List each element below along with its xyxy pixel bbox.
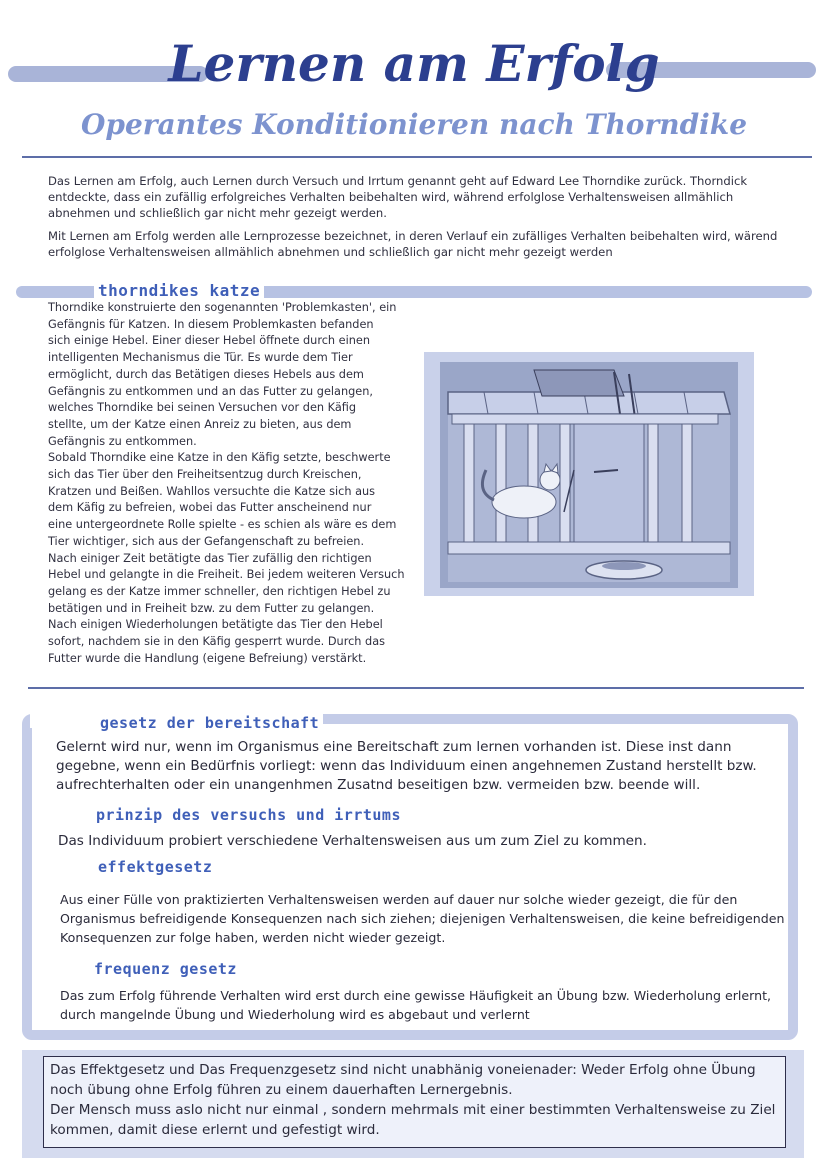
text-line: Der Mensch muss aslo nicht nur einmal , sondern mehrmals mit einer bestimmten Verhaltensweise zu Ziel xyxy=(50,1102,776,1118)
intro-section xyxy=(48,173,788,260)
text-line: gegebne, wenn ein Bedürfnis vorliegt: wenn das Individuum einen angehnemen Zustand herstellt bzw. xyxy=(56,758,757,774)
text-line: durch mangelnde Übung und Wiederholung wird es abgebaut und verlernt xyxy=(60,1007,530,1022)
law-effekt-text xyxy=(60,890,790,947)
text-line: Nach einigen Wiederholungen betätigte das Tier den Hebel xyxy=(48,618,383,632)
text-line: Gelernt wird nur, wenn im Organismus eine Bereitschaft zum lernen vorhanden ist. Diese inst dann xyxy=(56,739,732,755)
intro-paragraph-1: Das Lernen am Erfolg, auch Lernen durch Versuch und Irrtum genannt geht auf Edward Lee Thorndike zurück. Thorndick entdeckte, dass ein zufällig erfolgreiches Verhalten beibehalten wird, während erfolglose Verhaltensweisen allmählich abnehmen und schließlich gar nicht mehr gezeigt werden. xyxy=(48,174,748,220)
intro-paragraph-2: Mit Lernen am Erfolg werden alle Lernprozesse bezeichnet, in deren Verlauf ein zufälliges Verhalten beibehalten wird, wärend erfolglose Verhaltensweisen allmählich abnehmen und schließlich gar nicht mehr gezeigt werden xyxy=(48,229,778,259)
text-line: ermöglicht, durch das Betätigen dieses Hebels aus dem xyxy=(48,367,364,381)
text-line: Aus einer Fülle von praktizierten Verhaltensweisen werden auf dauer nur solche wieder gezeigt, die für den xyxy=(60,892,738,907)
text-line: eine untergeordnete Rolle spielte - es schien als wäre es dem xyxy=(48,518,397,532)
text-line: dem Käfig zu befreien, wobei das Futter anscheinend nur xyxy=(48,501,372,515)
text-line: sich einige Hebel. Einer dieser Hebel öffnete durch einen xyxy=(48,334,371,348)
text-line: Gefängnis zu entkommen. xyxy=(48,434,197,448)
header-divider xyxy=(22,156,812,158)
text-line: gelang es der Katze immer schneller, den richtigen Hebel zu xyxy=(48,584,391,598)
katze-text xyxy=(48,300,418,667)
law-bereitschaft-text xyxy=(56,738,786,795)
text-line: Thorndike konstruierte den sogenannten 'Problemkasten', ein xyxy=(48,301,397,314)
law-versuch-text: Das Individuum probiert verschiedene Verhaltensweisen aus um zum Ziel zu kommen. xyxy=(58,833,647,849)
text-line: Futter wurde die Handlung (eigene Befreiung) verstärkt. xyxy=(48,651,367,665)
text-line: kommen, damit diese erlernt und gefestigt wird. xyxy=(50,1122,380,1138)
text-line: Gefängnis für Katzen. In diesem Problemkasten befanden xyxy=(48,317,374,331)
text-line: Kratzen und Beißen. Wahllos versuchte die Katze sich aus xyxy=(48,484,376,498)
text-line: Das Effektgesetz und Das Frequenzgesetz sind nicht unabhänig voneienader: Weder Erfolg ohne Übung xyxy=(50,1062,756,1078)
page-title: Lernen am Erfolg xyxy=(168,34,660,93)
katze-divider xyxy=(28,687,804,689)
text-line: Sobald Thorndike eine Katze in den Käfig setzte, beschwerte xyxy=(48,451,391,465)
text-line: Konsequenzen zur folge haben, werden nicht wieder gezeigt. xyxy=(60,930,446,945)
puzzle-box-illustration xyxy=(424,352,754,596)
text-line: sich das Tier über den Freiheitsentzug durch Kreischen, xyxy=(48,468,362,482)
puzzle-box-figure xyxy=(424,352,754,596)
conclusion-box xyxy=(43,1056,786,1148)
text-line: betätigen und in Freiheit bzw. zu dem Futter zu gelangen. xyxy=(48,601,375,615)
text-line: Organismus befreidigende Konsequenzen nach sich ziehen; diejenigen Verhaltensweisen, die keine befreidigenden xyxy=(60,911,785,926)
text-line: welches Thorndike bei seinen Versuchen vor den Käfig xyxy=(48,401,357,415)
text-line: Tier wichtiger, sich aus der Gefangenschaft zu befreien. xyxy=(48,534,365,548)
text-line: intelligenten Mechanismus die Tür. Es wurde dem Tier xyxy=(48,351,353,365)
text-line: stellte, um der Katze einen Anreiz zu bieten, aus dem xyxy=(48,417,352,431)
text-line: Das zum Erfolg führende Verhalten wird erst durch eine gewisse Häufigkeit an Übung bzw. Wiederholung erlernt, xyxy=(60,988,772,1003)
text-line: Nach einiger Zeit betätigte das Tier zufällig den richtigen xyxy=(48,551,372,565)
text-line: noch übung ohne Erfolg führen zu einem dauerhaften Lernergebnis. xyxy=(50,1082,513,1098)
law-frequenz-title: frequenz gesetz xyxy=(94,960,237,978)
law-effekt-title: effektgesetz xyxy=(98,858,213,876)
page-subtitle: Operantes Konditionieren nach Thorndike xyxy=(80,108,748,141)
katze-section-title: thorndikes katze xyxy=(94,281,264,300)
law-bereitschaft-title: gesetz der bereitschaft xyxy=(96,714,323,732)
law-frequenz-text xyxy=(60,986,790,1024)
text-line: Hebel und gelangte in die Freiheit. Bei jedem weiteren Versuch xyxy=(48,568,405,582)
law-versuch-title: prinzip des versuchs und irrtums xyxy=(96,806,401,824)
text-line: Gefängnis zu entkommen und an das Futter zu gelangen, xyxy=(48,384,373,398)
text-line: aufrechterhalten oder ein unangenhmen Zusatnd beseitigen bzw. vermeiden bzw. beende will. xyxy=(56,777,701,793)
text-line: sofort, nachdem sie in den Käfig gesperrt wurde. Durch das xyxy=(48,635,386,649)
